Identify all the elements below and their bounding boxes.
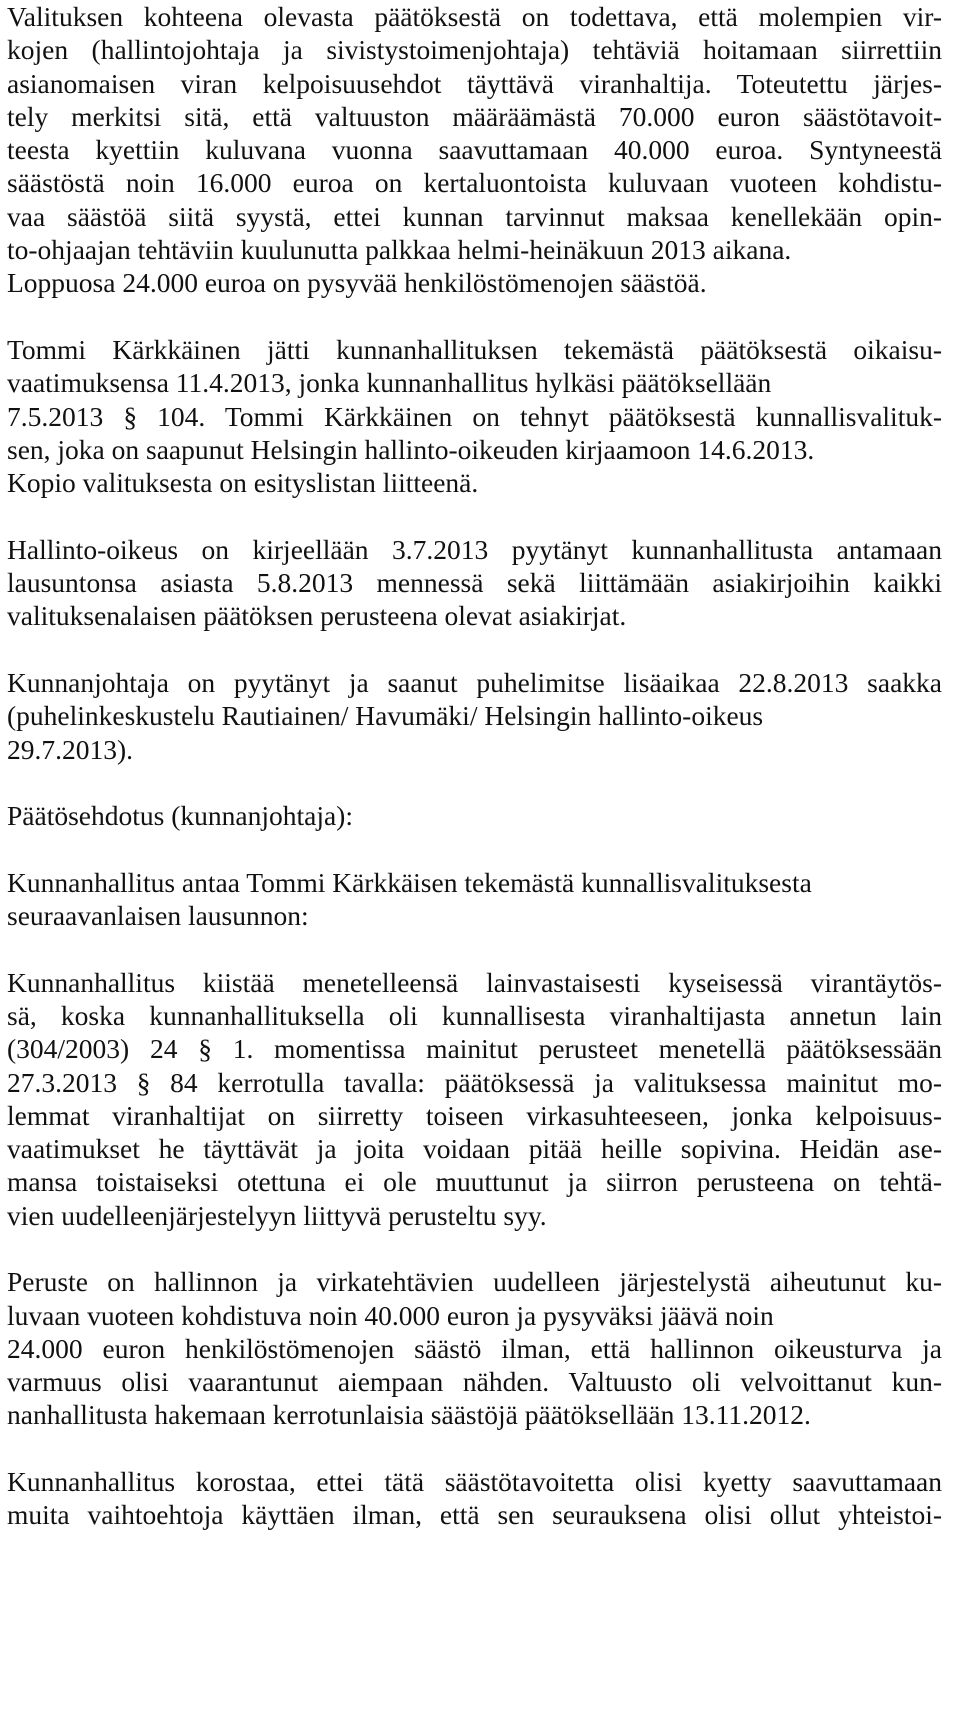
text-line: Kunnanhallitus antaa Tommi Kärkkäisen tekemästä kunnallisvalituksesta xyxy=(7,866,812,898)
text-line: 24.000 euron henkilöstömenojen säästö ilman, että hallinnon oikeusturva ja xyxy=(7,1332,942,1364)
paragraph xyxy=(7,333,942,499)
text-line: Päätösehdotus (kunnanjohtaja): xyxy=(7,800,353,832)
paragraph xyxy=(7,866,942,933)
text-line: Kopio valituksesta on esityslistan liitteenä. xyxy=(7,467,479,499)
text-line: nanhallitusta hakemaan kerrotunlaisia säästöjä päätöksellään 13.11.2012. xyxy=(7,1399,811,1431)
paragraph xyxy=(7,966,942,1232)
paragraph xyxy=(7,1265,942,1431)
text-line: Kunnanjohtaja on pyytänyt ja saanut puhelimitse lisäaikaa 22.8.2013 saakka xyxy=(7,666,942,698)
text-line: säästöstä noin 16.000 euroa on kertaluontoista kuluvaan vuoteen kohdistu- xyxy=(7,167,942,199)
text-line: Kunnanhallitus kiistää menetelleensä lainvastaisesti kyseisessä virantäytös- xyxy=(7,966,942,998)
document-body xyxy=(7,0,942,1532)
text-line: Kunnanhallitus korostaa, ettei tätä säästötavoitetta olisi kyetty saavuttamaan xyxy=(7,1466,942,1498)
text-line: sä, koska kunnanhallituksella oli kunnallisesta viranhaltijasta annetun lain xyxy=(7,999,942,1031)
text-line: vien uudelleenjärjestelyyn liittyvä perusteltu syy. xyxy=(7,1199,547,1231)
text-line: vaatimuksensa 11.4.2013, jonka kunnanhallitus hylkäsi päätöksellään xyxy=(7,367,772,399)
paragraph xyxy=(7,666,942,766)
text-line: varmuus olisi vaarantunut aiempaan nähden. Valtuusto oli velvoittanut kun- xyxy=(7,1366,942,1398)
text-line: sen, joka on saapunut Helsingin hallinto-oikeuden kirjaamoon 14.6.2013. xyxy=(7,433,815,465)
text-line: tely merkitsi sitä, että valtuuston määräämästä 70.000 euron säästötavoit- xyxy=(7,100,942,132)
text-line: seuraavanlaisen lausunnon: xyxy=(7,900,309,932)
text-line: asianomaisen viran kelpoisuusehdot täyttävä viranhaltija. Toteutettu järjes- xyxy=(7,67,942,99)
text-line: 29.7.2013). xyxy=(7,733,134,765)
text-line: 27.3.2013 § 84 kerrotulla tavalla: päätöksessä ja valituksessa mainitut mo- xyxy=(7,1066,942,1098)
text-line: valituksenalaisen päätöksen perusteena olevat asiakirjat. xyxy=(7,600,627,632)
text-line: teesta kyettiin kuluvana vuonna saavuttamaan 40.000 euroa. Syntyneestä xyxy=(7,134,942,166)
text-line: luvaan vuoteen kohdistuva noin 40.000 euron ja pysyväksi jäävä noin xyxy=(7,1299,774,1331)
text-line: 7.5.2013 § 104. Tommi Kärkkäinen on tehnyt päätöksestä kunnallisvalituk- xyxy=(7,400,942,432)
text-line: lemmat viranhaltijat on siirretty toiseen virkasuhteeseen, jonka kelpoisuus- xyxy=(7,1099,942,1131)
text-line: vaatimukset he täyttävät ja joita voidaan pitää heille sopivina. Heidän ase- xyxy=(7,1133,942,1165)
text-line: lausuntonsa asiasta 5.8.2013 mennessä sekä liittämään asiakirjoihin kaikki xyxy=(7,567,942,599)
text-line: Loppuosa 24.000 euroa on pysyvää henkilöstömenojen säästöä. xyxy=(7,267,707,299)
text-line: muita vaihtoehtoja käyttäen ilman, että sen seurauksena olisi ollut yhteistoi- xyxy=(7,1499,942,1531)
text-line: vaa säästöä siitä syystä, ettei kunnan tarvinnut maksaa kenellekään opin- xyxy=(7,200,942,232)
paragraph xyxy=(7,799,942,832)
text-line: kojen (hallintojohtaja ja sivistystoimenjohtaja) tehtäviä hoitamaan siirrettiin xyxy=(7,34,942,66)
paragraph xyxy=(7,533,942,633)
paragraph xyxy=(7,1465,942,1532)
paragraph xyxy=(7,0,942,300)
text-line: Tommi Kärkkäinen jätti kunnanhallituksen tekemästä päätöksestä oikaisu- xyxy=(7,333,942,365)
text-line: (puhelinkeskustelu Rautiainen/ Havumäki/ Helsingin hallinto-oikeus xyxy=(7,700,764,732)
text-line: Valituksen kohteena olevasta päätöksestä on todettava, että molempien vir- xyxy=(7,1,942,32)
text-line: Peruste on hallinnon ja virkatehtävien uudelleen järjestelystä aiheutunut ku- xyxy=(7,1266,942,1298)
text-line: mansa toistaiseksi otettuna ei ole muuttunut ja siirron perusteena on tehtä- xyxy=(7,1166,942,1198)
text-line: (304/2003) 24 § 1. momentissa mainitut perusteet menetellä päätöksessään xyxy=(7,1033,942,1065)
text-line: to-ohjaajan tehtäviin kuulunutta palkkaa helmi-heinäkuun 2013 aikana. xyxy=(7,234,792,266)
text-line: Hallinto-oikeus on kirjeellään 3.7.2013 pyytänyt kunnanhallitusta antamaan xyxy=(7,533,942,565)
